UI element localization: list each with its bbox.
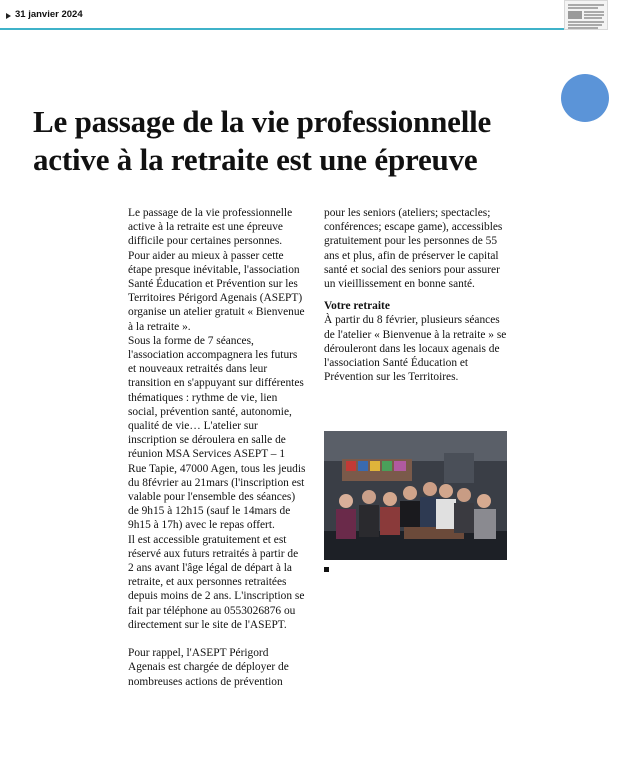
header-rule <box>0 28 600 30</box>
paragraph: pour les seniors (ateliers; spectacles; conférences; escape game), accessibles gratuitement pour les personnes de 55 ans et plus, afin de préserver le capital santé et social des seniors pour assurer un vieillissement en bonne santé. <box>324 207 503 291</box>
issue-date: 31 janvier 2024 <box>15 9 83 20</box>
paragraph: À partir du 8 février, plusieurs séances de l'atelier « Bienvenue à la retraite » se dérouleront dans les locaux agenais de l'association Santé Éducation et Prévention sur les Territoires. <box>324 314 507 384</box>
article-column-2 <box>324 206 510 384</box>
arrow-icon <box>6 13 11 19</box>
paragraph: Le passage de la vie professionnelle active à la retraite est une épreuve difficile pour certaines personnes. Pour aider au mieux à passer cette étape presque inévitable, l'association Santé Éducation et Prévention sur les Territoires Périgord Agenais (ASEPT) organise un atelier gratuit « Bienvenue à la retraite ». <box>128 207 305 333</box>
paragraph: Sous la forme de 7 séances, l'association accompagnera les futurs et nouveaux retraités dans leur transition en s'appuyant sur différentes thématiques : rythme de vie, lien social, prévention santé, autonomie, qualité de vie… L'atelier sur inscription se déroulera en salle de réunion MSA Services ASEPT – 1 Rue Tapie, 47000 Agen, tous les jeudis du 8février au 21mars (l'inscription est valable pour l'ensemble des séances) de 9h15 à 12h15 (sauf le 14mars de 9h15 à 17h) avec le repas offert. <box>128 334 306 532</box>
article-title: Le passage de la vie professionnelle active à la retraite est une épreuve <box>33 104 492 177</box>
paragraph: Pour rappel, l'ASEPT Périgord Agenais est chargée de déployer de nombreuses actions de prévention <box>128 647 289 688</box>
blue-dot-marker <box>561 74 609 122</box>
article-column-1 <box>128 206 306 689</box>
section-subheading: Votre retraite <box>324 300 390 313</box>
page-thumbnail[interactable] <box>564 0 608 30</box>
page-header <box>0 0 624 30</box>
group-photo <box>324 431 507 560</box>
bullet-marker <box>324 567 329 572</box>
paragraph: Il est accessible gratuitement et est réservé aux futurs retraités à partir de 2 ans avant l'âge légal de départ à la retraite, et aux personnes retraitées depuis moins de 2 ans. L'inscription se fait par téléphone au 0553026876 ou directement sur le site de l'ASEPT. <box>128 533 305 631</box>
